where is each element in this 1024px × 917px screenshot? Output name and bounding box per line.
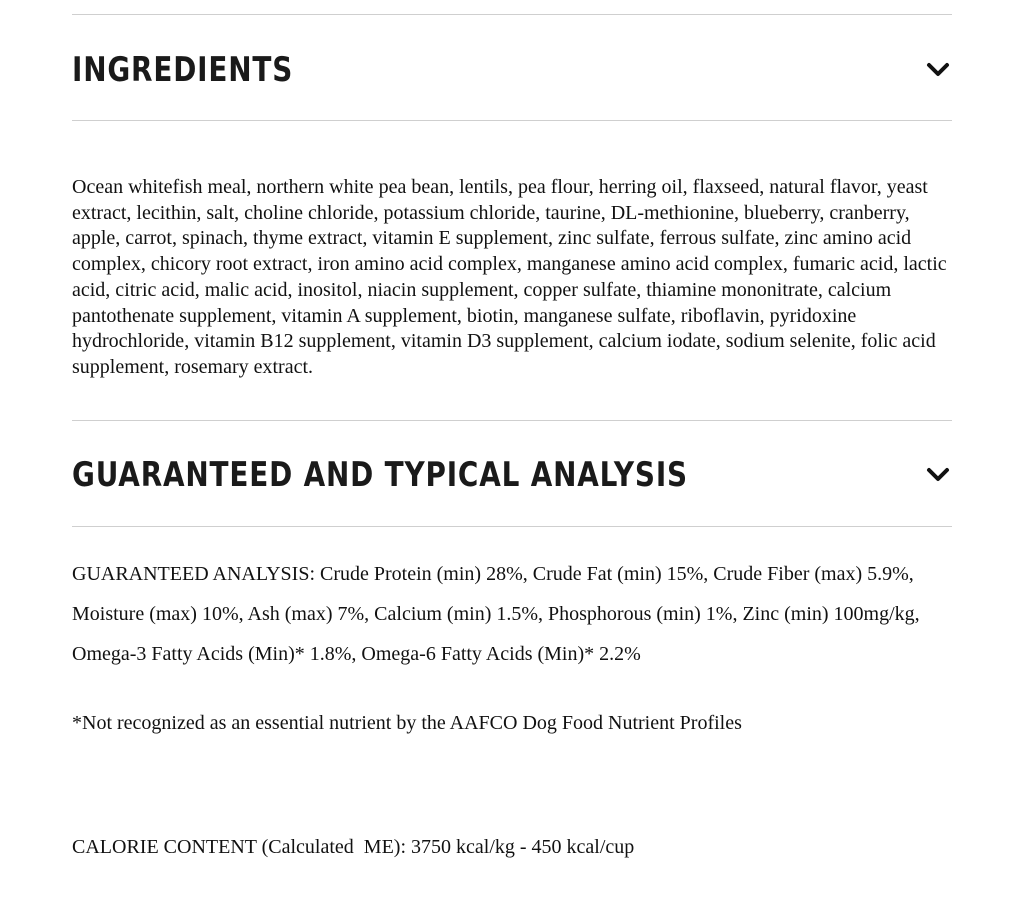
divider [72, 526, 952, 527]
divider [72, 420, 952, 421]
ingredients-title: INGREDIENTS [72, 50, 294, 90]
calorie-content-block [72, 777, 634, 917]
divider [72, 120, 952, 121]
chevron-down-icon[interactable] [926, 62, 950, 78]
analysis-accordion-header[interactable] [72, 455, 952, 495]
analysis-footnote-block [72, 709, 742, 737]
guaranteed-analysis-text: GUARANTEED ANALYSIS: Crude Protein (min) 28%, Crude Fat (min) 15%, Crude Fiber (max) 5.9%, Moisture (max) 10%, Ash (max) 7%, Calcium (min) 1.5%, Phosphorous (min) 1%, Zinc (min) 100mg/kg, Omega-3 Fatty Acids (Min)* 1.8%, Omega-6 Fatty Acids (Min)* 2.2% [72, 563, 920, 665]
analysis-panel [72, 554, 952, 674]
chevron-down-icon[interactable] [926, 467, 950, 483]
analysis-title: GUARANTEED AND TYPICAL ANALYSIS [72, 455, 688, 495]
ingredients-panel [72, 175, 952, 381]
ingredients-accordion-header[interactable] [72, 50, 952, 90]
divider [72, 14, 952, 15]
ingredients-list: Ocean whitefish meal, northern white pea bean, lentils, pea flour, herring oil, flaxseed, natural flavor, yeast extract, lecithin, salt, choline chloride, potassium chloride, taurine, DL-methionine, blueberry, cranberry, apple, carrot, spinach, thyme extract, vitamin E supplement, zinc sulfate, ferrous sulfate, zinc amino acid complex, chicory root extract, iron amino acid complex, manganese amino acid complex, fumaric acid, lactic acid, citric acid, malic acid, inositol, niacin supplement, copper sulfate, thiamine mononitrate, calcium pantothenate supplement, vitamin A supplement, biotin, manganese sulfate, riboflavin, pyridoxine hydrochloride, vitamin B12 supplement, vitamin D3 supplement, calcium iodate, sodium selenite, folic acid supplement, rosemary extract. [72, 176, 947, 378]
calorie-content: CALORIE CONTENT (Calculated ME): 3750 kcal/kg - 450 kcal/cup [72, 836, 635, 858]
analysis-footnote: *Not recognized as an essential nutrient by the AAFCO Dog Food Nutrient Profiles [72, 712, 742, 734]
